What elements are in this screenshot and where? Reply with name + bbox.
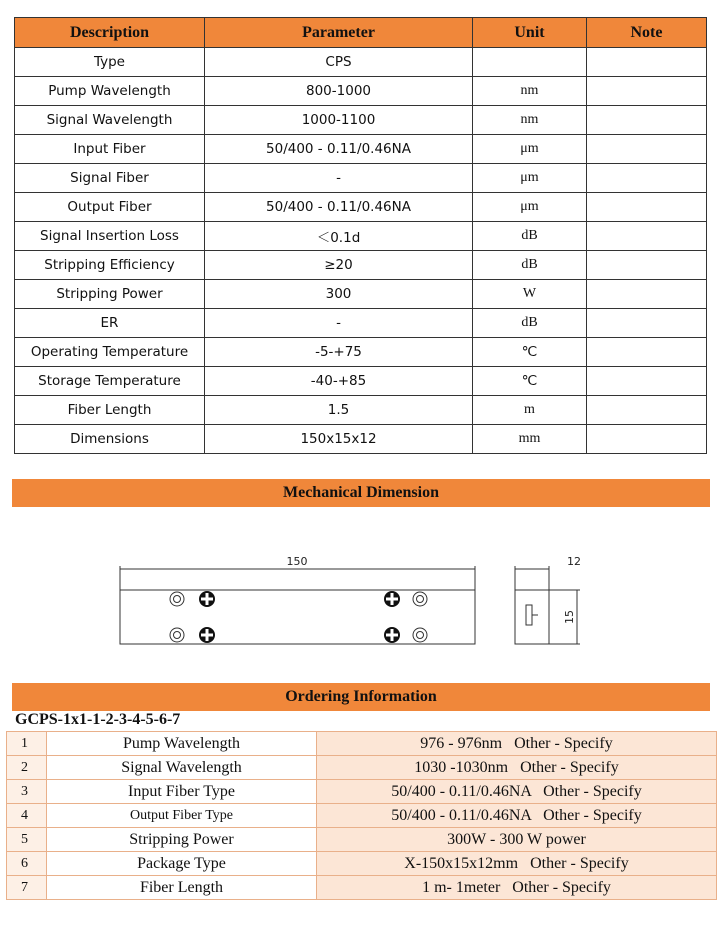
spec-row [15, 309, 707, 338]
spec-note [587, 425, 707, 454]
spec-row [15, 77, 707, 106]
spec-parameter: ≥20 [205, 251, 473, 280]
header-parameter: Parameter [205, 18, 473, 48]
spec-unit: nm [473, 106, 587, 135]
spec-parameter: -40-+85 [205, 367, 473, 396]
ordering-index: 5 [7, 828, 47, 852]
spec-parameter: 300 [205, 280, 473, 309]
spec-description: Fiber Length [15, 396, 205, 425]
spec-header-row [15, 18, 707, 48]
spec-note [587, 135, 707, 164]
spec-parameter: 1.5 [205, 396, 473, 425]
spec-unit: ℃ [473, 338, 587, 367]
spec-parameter: CPS [205, 48, 473, 77]
height-label: 15 [563, 610, 576, 624]
spec-note [587, 193, 707, 222]
ordering-row [7, 756, 717, 780]
hole [170, 592, 184, 606]
ordering-row [7, 804, 717, 828]
ordering-index: 2 [7, 756, 47, 780]
ordering-value: 1030 -1030nm Other - Specify [317, 756, 717, 780]
spec-note [587, 77, 707, 106]
spec-unit: dB [473, 251, 587, 280]
ordering-label: Stripping Power [47, 828, 317, 852]
spec-note [587, 367, 707, 396]
spec-row [15, 251, 707, 280]
ordering-label: Input Fiber Type [47, 780, 317, 804]
ordering-table [6, 731, 717, 900]
screw-icon [384, 591, 400, 607]
ordering-information-header: Ordering Information [12, 683, 710, 711]
spec-parameter: - [205, 309, 473, 338]
ordering-value: 1 m- 1meter Other - Specify [317, 876, 717, 900]
ordering-row [7, 780, 717, 804]
spec-unit: dB [473, 222, 587, 251]
spec-unit: m [473, 396, 587, 425]
spec-description: Signal Insertion Loss [15, 222, 205, 251]
hole [413, 628, 427, 642]
ordering-label: Output Fiber Type [47, 804, 317, 828]
spec-description: Output Fiber [15, 193, 205, 222]
spec-note [587, 48, 707, 77]
fiber-port [526, 605, 532, 625]
spec-note [587, 251, 707, 280]
spec-row [15, 338, 707, 367]
ordering-label: Fiber Length [47, 876, 317, 900]
spec-note [587, 396, 707, 425]
spec-table [14, 17, 707, 454]
ordering-index: 3 [7, 780, 47, 804]
ordering-value: 976 - 976nm Other - Specify [317, 732, 717, 756]
spec-row [15, 425, 707, 454]
spec-parameter: 800-1000 [205, 77, 473, 106]
spec-unit [473, 48, 587, 77]
spec-description: Pump Wavelength [15, 77, 205, 106]
spec-row [15, 367, 707, 396]
spec-row [15, 48, 707, 77]
ordering-label: Signal Wavelength [47, 756, 317, 780]
screw-icon [384, 627, 400, 643]
screw-icon [199, 591, 215, 607]
ordering-index: 1 [7, 732, 47, 756]
ordering-row [7, 732, 717, 756]
spec-parameter: 1000-1100 [205, 106, 473, 135]
spec-parameter: 50/400 - 0.11/0.46NA [205, 135, 473, 164]
screw-icon [199, 627, 215, 643]
spec-description: Stripping Power [15, 280, 205, 309]
width-label: 12 [567, 555, 581, 568]
mechanical-dimension-header: Mechanical Dimension [12, 479, 710, 507]
spec-unit: μm [473, 135, 587, 164]
hole [413, 592, 427, 606]
spec-unit: mm [473, 425, 587, 454]
length-label: 150 [286, 555, 308, 568]
header-unit: Unit [473, 18, 587, 48]
spec-row [15, 222, 707, 251]
ordering-row [7, 852, 717, 876]
spec-row [15, 396, 707, 425]
spec-note [587, 222, 707, 251]
ordering-index: 6 [7, 852, 47, 876]
spec-description: Signal Fiber [15, 164, 205, 193]
ordering-code: GCPS-1x1-1-2-3-4-5-6-7 [15, 711, 181, 728]
hole [170, 628, 184, 642]
mechanical-drawing [0, 540, 724, 660]
spec-unit: nm [473, 77, 587, 106]
spec-description: Input Fiber [15, 135, 205, 164]
spec-row [15, 280, 707, 309]
ordering-value: X-150x15x12mm Other - Specify [317, 852, 717, 876]
ordering-value: 50/400 - 0.11/0.46NA Other - Specify [317, 780, 717, 804]
ordering-label: Pump Wavelength [47, 732, 317, 756]
ordering-row [7, 828, 717, 852]
spec-note [587, 338, 707, 367]
spec-unit: μm [473, 193, 587, 222]
spec-parameter: -5-+75 [205, 338, 473, 367]
spec-description: Stripping Efficiency [15, 251, 205, 280]
header-description: Description [15, 18, 205, 48]
spec-unit: ℃ [473, 367, 587, 396]
spec-note [587, 164, 707, 193]
spec-unit: dB [473, 309, 587, 338]
spec-description: Signal Wavelength [15, 106, 205, 135]
spec-description: Dimensions [15, 425, 205, 454]
ordering-value: 50/400 - 0.11/0.46NA Other - Specify [317, 804, 717, 828]
spec-row [15, 164, 707, 193]
spec-note [587, 309, 707, 338]
spec-parameter: ＜0.1d [205, 222, 473, 251]
spec-description: Storage Temperature [15, 367, 205, 396]
header-note: Note [587, 18, 707, 48]
spec-parameter: 50/400 - 0.11/0.46NA [205, 193, 473, 222]
spec-parameter: - [205, 164, 473, 193]
spec-note [587, 106, 707, 135]
ordering-row [7, 876, 717, 900]
ordering-index: 4 [7, 804, 47, 828]
spec-row [15, 135, 707, 164]
spec-parameter: 150x15x12 [205, 425, 473, 454]
spec-description: Type [15, 48, 205, 77]
spec-row [15, 193, 707, 222]
spec-unit: W [473, 280, 587, 309]
spec-unit: μm [473, 164, 587, 193]
spec-description: Operating Temperature [15, 338, 205, 367]
ordering-value: 300W - 300 W power [317, 828, 717, 852]
spec-note [587, 280, 707, 309]
ordering-label: Package Type [47, 852, 317, 876]
spec-row [15, 106, 707, 135]
ordering-index: 7 [7, 876, 47, 900]
spec-description: ER [15, 309, 205, 338]
